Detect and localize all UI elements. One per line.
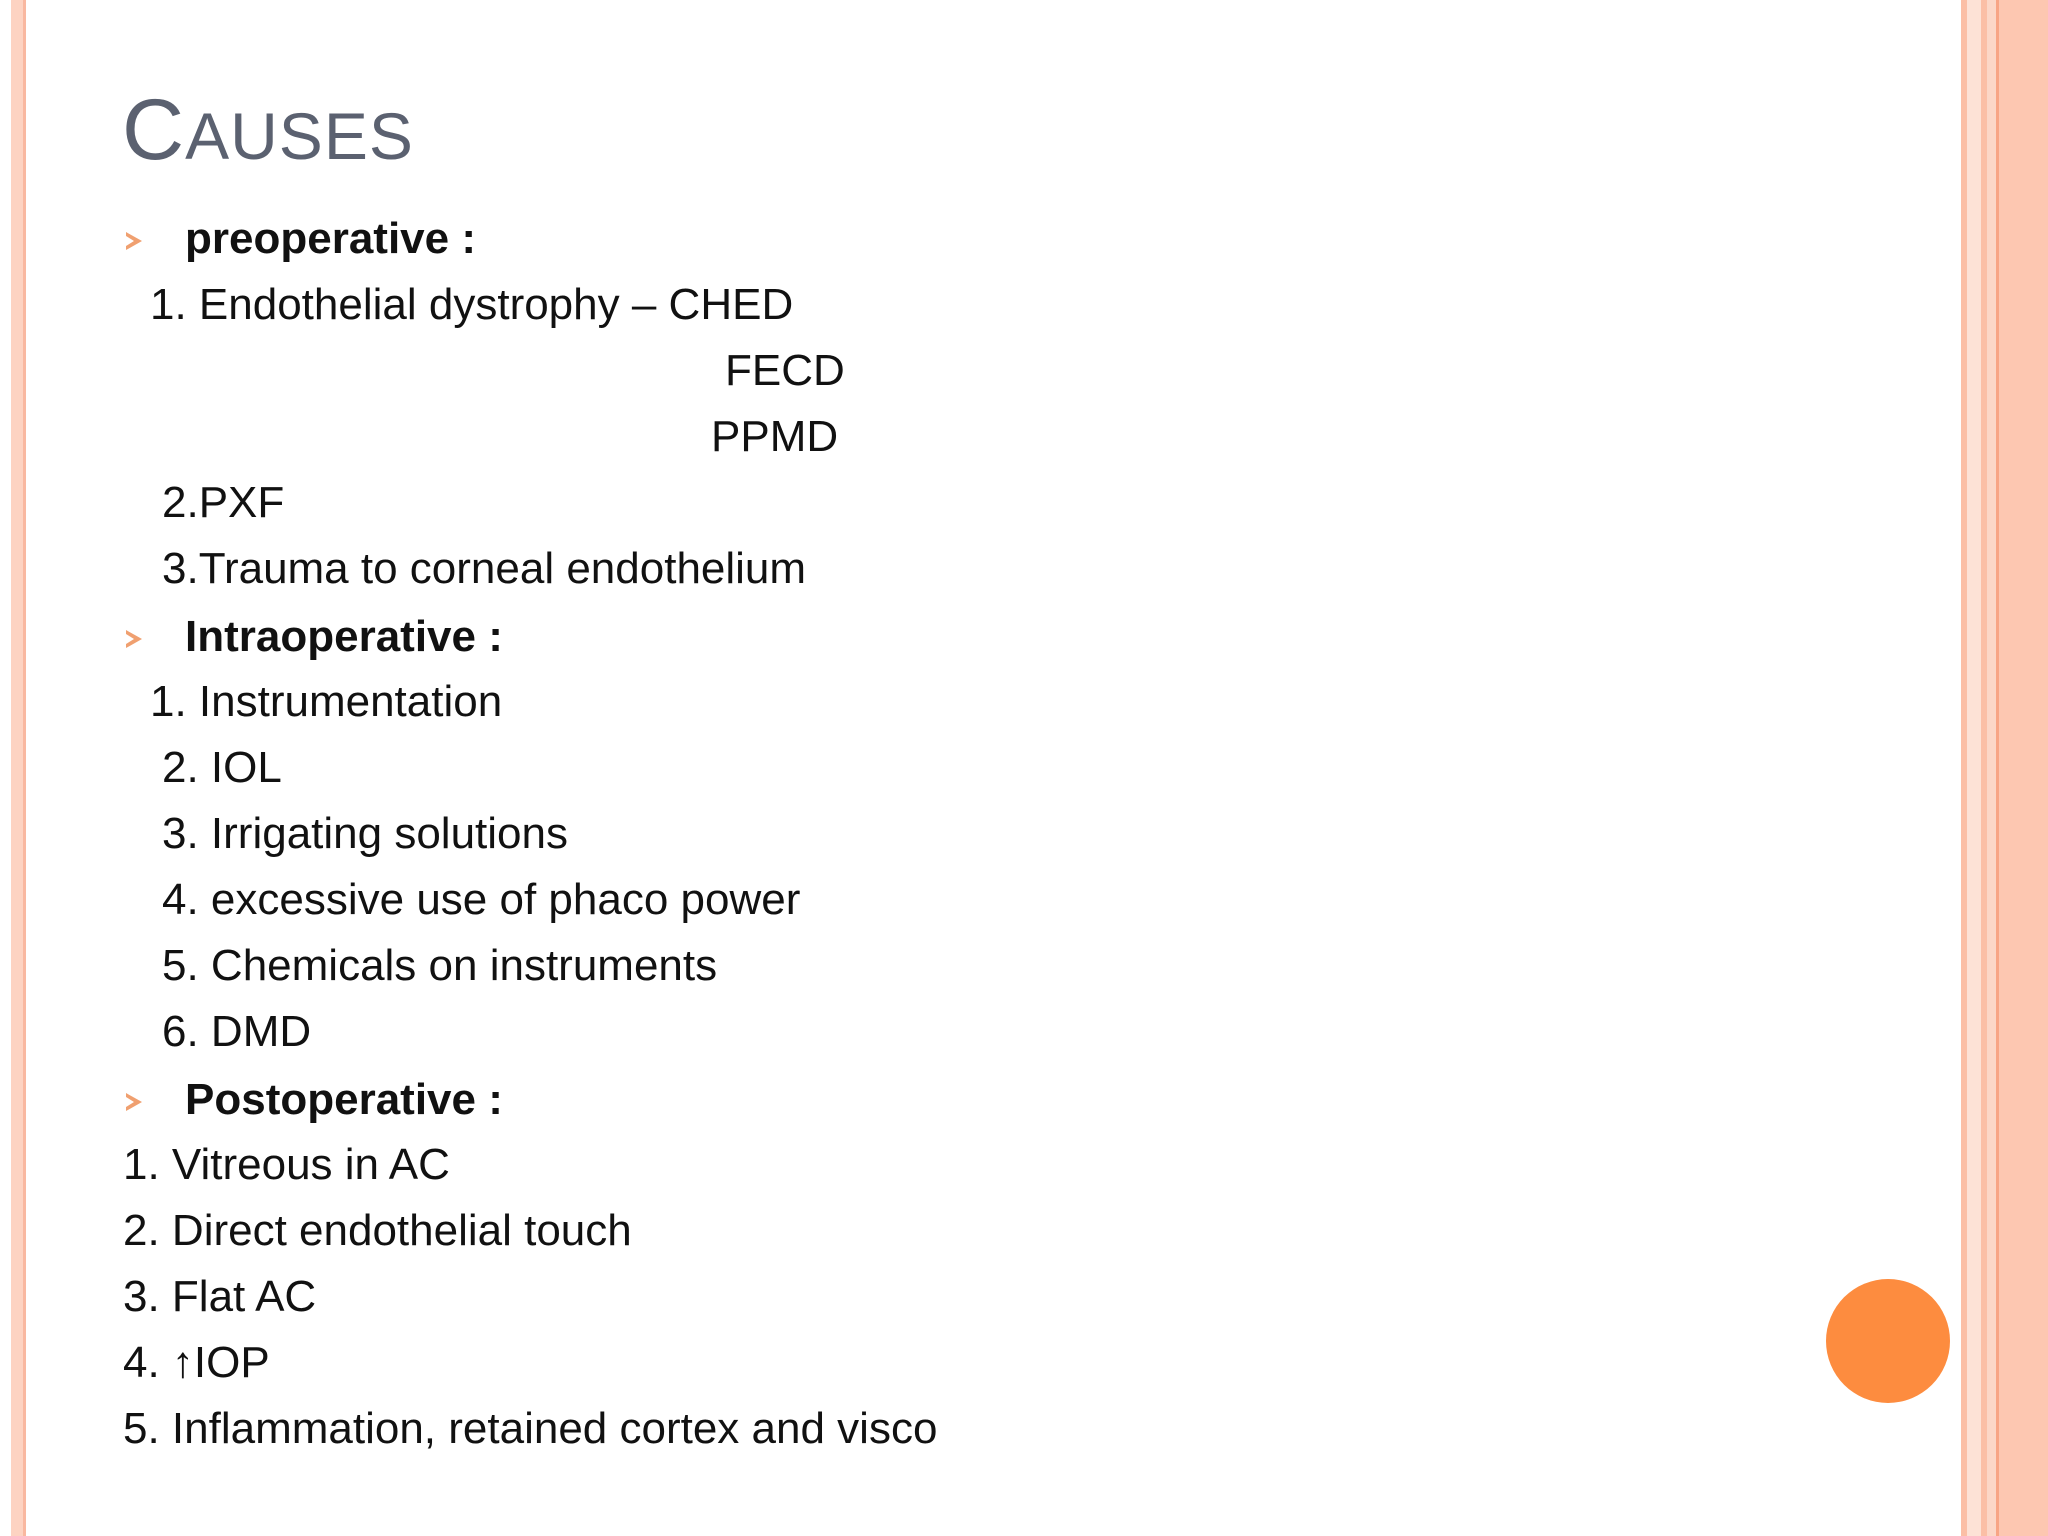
list-item: 2. IOL (162, 743, 282, 792)
list-item: 5. Chemicals on instruments (162, 941, 718, 990)
frame-left (11, 0, 23, 1536)
section-heading-intraoperative: Intraoperative : (185, 612, 503, 661)
title-first-letter: C (122, 82, 186, 178)
list-item: 3. Flat AC (123, 1272, 317, 1321)
title-rest: AUSES (185, 99, 414, 173)
section-heading-preoperative: preoperative : (185, 214, 476, 263)
arrow-bullet-icon (126, 1093, 142, 1111)
list-item: 4. ↑IOP (123, 1338, 270, 1387)
section-heading-postoperative: Postoperative : (185, 1075, 503, 1124)
list-item: 1. Instrumentation (150, 677, 503, 726)
list-item: 6. DMD (162, 1007, 312, 1056)
list-item: 1. Endothelial dystrophy – CHED (150, 280, 794, 329)
list-item: 4. excessive use of phaco power (162, 875, 801, 924)
slide-title (122, 80, 414, 186)
list-item: 2. Direct endothelial touch (123, 1206, 632, 1255)
list-item: FECD (725, 346, 845, 395)
list-item: 2.PXF (162, 478, 285, 527)
list-item: 3. Irrigating solutions (162, 809, 568, 858)
list-item: 3.Trauma to corneal endothelium (162, 544, 807, 593)
list-item: 5. Inflammation, retained cortex and visco (123, 1404, 938, 1453)
list-item: 1. Vitreous in AC (123, 1140, 450, 1189)
arrow-bullet-icon (126, 630, 142, 648)
arrow-bullet-icon (126, 232, 142, 250)
list-item: PPMD (711, 412, 839, 461)
accent-circle (1826, 1279, 1950, 1403)
frame-left-line (23, 0, 26, 1536)
